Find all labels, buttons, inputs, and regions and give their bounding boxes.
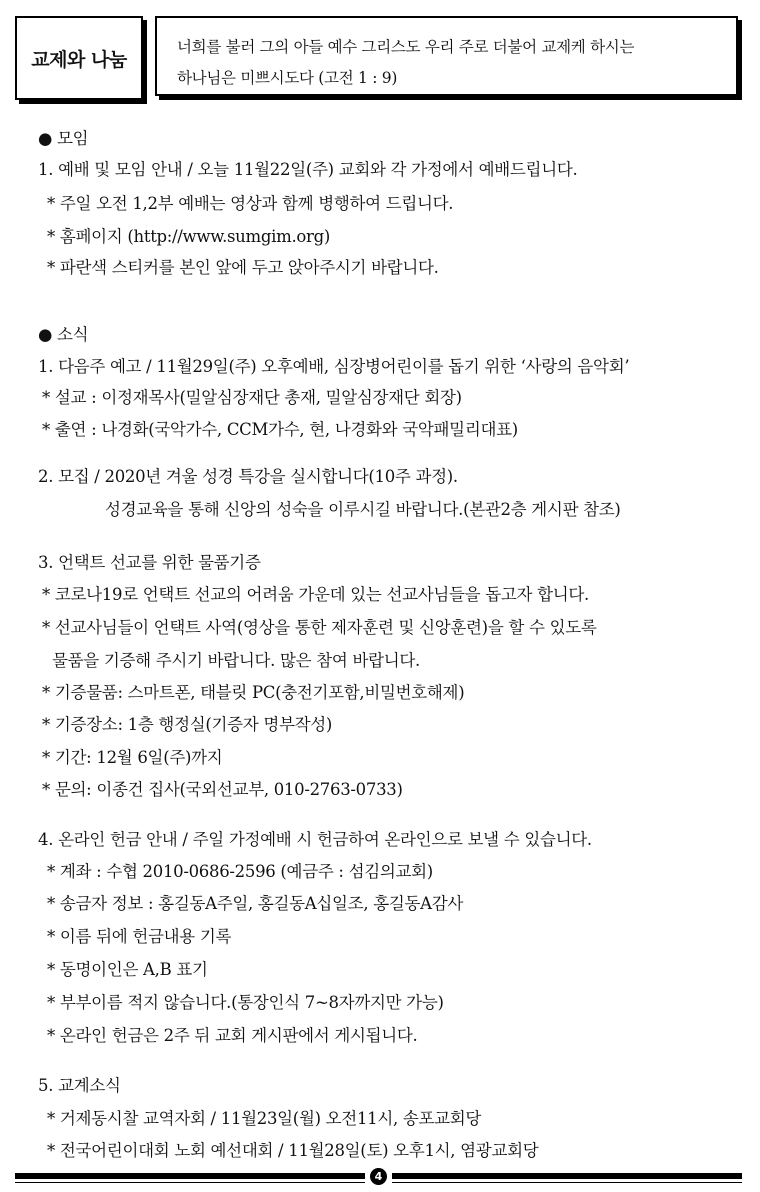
content-line: 5. 교계소식 [38, 1076, 121, 1095]
content-line: * 동명이인은 A,B 표기 [47, 960, 208, 979]
content-line: 물품을 기증해 주시기 바랍니다. 많은 참여 바랍니다. [52, 651, 420, 670]
content-line: * 출연 : 나경화(국악가수, CCM가수, 현, 나경화와 국악패밀리대표) [42, 420, 518, 439]
content-line: * 설교 : 이정재목사(밀알심장재단 총재, 밀알심장재단 회장) [42, 388, 462, 407]
footer-thin-rule-left [15, 1182, 365, 1183]
content-line: * 문의: 이종건 집사(국외선교부, 010-2763-0733) [42, 780, 403, 799]
footer-thin-rule-right [392, 1182, 742, 1183]
content-line: ● 소식 [38, 325, 89, 344]
content-line: 3. 언택트 선교를 위한 물품기증 [38, 553, 261, 572]
content-line: * 홈페이지 (http://www.sumgim.org) [47, 227, 331, 246]
content-line: 2. 모집 / 2020년 겨울 성경 특강을 실시합니다(10주 과정). [38, 467, 458, 486]
content-line: * 온라인 헌금은 2주 뒤 교회 게시판에서 게시됩니다. [47, 1026, 418, 1045]
content-line: * 기증장소: 1층 행정실(기증자 명부작성) [42, 715, 333, 734]
content-line: 성경교육을 통해 신앙의 성숙을 이루시길 바랍니다.(본관2층 게시판 참조) [105, 500, 621, 519]
content-line: * 파란색 스티커를 본인 앞에 두고 앉아주시기 바랍니다. [47, 258, 439, 277]
content-line: 4. 온라인 헌금 안내 / 주일 가정예배 시 헌금하여 온라인으로 보낼 수 있습니다. [38, 830, 592, 849]
section-title: 교제와 나눔 [15, 16, 143, 100]
content-line: 1. 다음주 예고 / 11월29일(주) 오후예배, 심장병어린이를 돕기 위한 ‘사랑의 음악회’ [38, 357, 630, 376]
verse-line-1: 너희를 불러 그의 아들 예수 그리스도 우리 주로 더불어 교제케 하시는 [177, 38, 635, 56]
content-line: * 부부이름 적지 않습니다.(통장인식 7~8자까지만 가능) [47, 993, 444, 1012]
content-line: * 계좌 : 수협 2010-0686-2596 (예금주 : 섬김의교회) [47, 862, 433, 881]
content-line: * 이름 뒤에 헌금내용 기록 [47, 927, 232, 946]
footer-rule-right [392, 1173, 742, 1179]
content-line: * 전국어린이대회 노회 예선대회 / 11월28일(토) 오후1시, 염광교회당 [47, 1141, 539, 1160]
content-line: 1. 예배 및 모임 안내 / 오늘 11월22일(주) 교회와 각 가정에서 예배드립니다. [38, 160, 578, 179]
content-line: * 기증물품: 스마트폰, 태블릿 PC(충전기포함,비밀번호해제) [42, 683, 465, 702]
content-line: * 선교사님들이 언택트 사역(영상을 통한 제자훈련 및 신앙훈련)을 할 수 있도록 [42, 618, 597, 637]
content-line: * 주일 오전 1,2부 예배는 영상과 함께 병행하여 드립니다. [47, 194, 454, 213]
verse-line-2: 하나님은 미쁘시도다 (고전 1 : 9) [177, 69, 398, 87]
page-number: 4 [370, 1168, 387, 1185]
content-line: ● 모임 [38, 129, 89, 148]
footer-rule-left [15, 1173, 365, 1179]
content-line: * 코로나19로 언택트 선교의 어려움 가운데 있는 선교사님들을 돕고자 합니다. [42, 585, 589, 604]
verse-box [155, 16, 738, 96]
content-line: * 기간: 12월 6일(주)까지 [42, 748, 223, 767]
content-line: * 송금자 정보 : 홍길동A주일, 홍길동A십일조, 홍길동A감사 [47, 894, 464, 913]
content-line: * 거제동시찰 교역자회 / 11월23일(월) 오전11시, 송포교회당 [47, 1109, 482, 1128]
